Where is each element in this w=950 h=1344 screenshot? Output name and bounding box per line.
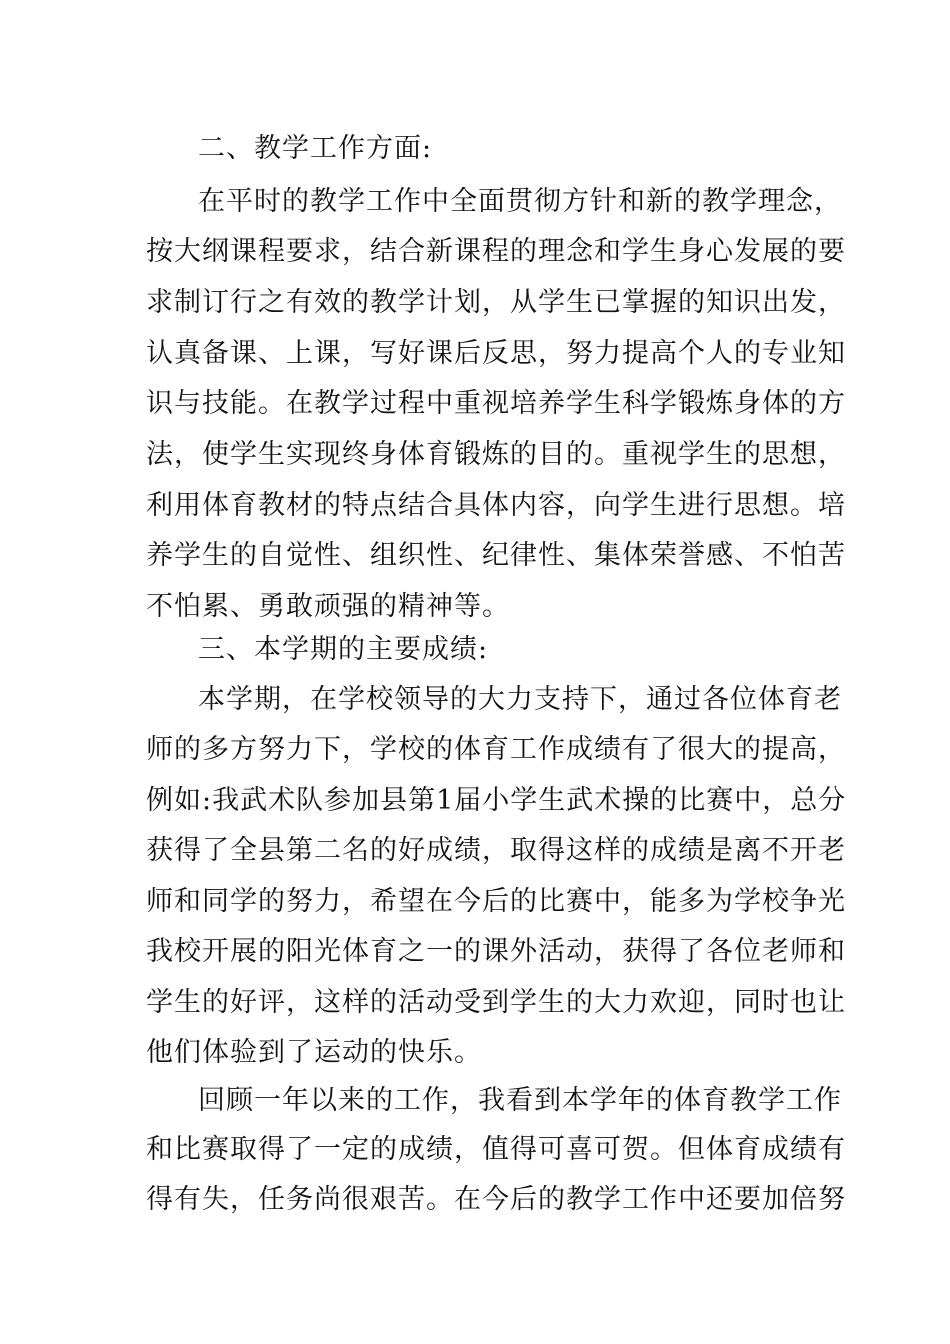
section-heading-achievements: 三、本学期的主要成绩: [198,634,489,665]
paragraph-line: 得有失，任务尚很艰苦。在今后的教学工作中还要加倍努 [146,1184,846,1215]
paragraph-line: 求制订行之有效的教学计划，从学生已掌握的知识出发， [146,287,846,318]
paragraph-line: 获得了全县第二名的好成绩，取得这样的成绩是离不开老 [146,835,846,866]
section-heading-teaching: 二、教学工作方面: [198,133,433,164]
paragraph-line: 不怕累、勇敢顽强的精神等。 [146,591,510,622]
paragraph-line: 法，使学生实现终身体育锻炼的目的。重视学生的思想， [146,439,846,470]
paragraph-line: 和比赛取得了一定的成绩，值得可喜可贺。但体育成绩有 [146,1134,846,1165]
paragraph-line: 师的多方努力下，学校的体育工作成绩有了很大的提高， [146,734,846,765]
paragraph-line: 学生的好评，这样的活动受到学生的大力欢迎，同时也让 [146,987,846,1018]
paragraph-line: 我校开展的阳光体育之一的课外活动，获得了各位老师和 [146,936,846,967]
paragraph-line: 识与技能。在教学过程中重视培养学生科学锻炼身体的方 [146,388,846,419]
paragraph-line: 回顾一年以来的工作，我看到本学年的体育教学工作 [198,1085,842,1116]
paragraph-line: 本学期，在学校领导的大力支持下，通过各位体育老 [198,684,842,715]
paragraph-line: 师和同学的努力，希望在今后的比赛中，能多为学校争光 [146,886,846,917]
paragraph-line: 利用体育教材的特点结合具体内容，向学生进行思想。培 [146,490,846,521]
paragraph-line: 认真备课、上课，写好课后反思，努力提高个人的专业知 [146,338,846,369]
paragraph-line: 按大纲课程要求，结合新课程的理念和学生身心发展的要 [146,236,846,267]
paragraph-line: 例如:我武术队参加县第1届小学生武术操的比赛中，总分 [146,785,847,816]
paragraph-line: 在平时的教学工作中全面贯彻方针和新的教学理念， [198,186,842,217]
paragraph-line: 养学生的自觉性、组织性、纪律性、集体荣誉感、不怕苦 [146,540,846,571]
paragraph-line: 他们体验到了运动的快乐。 [146,1037,482,1068]
